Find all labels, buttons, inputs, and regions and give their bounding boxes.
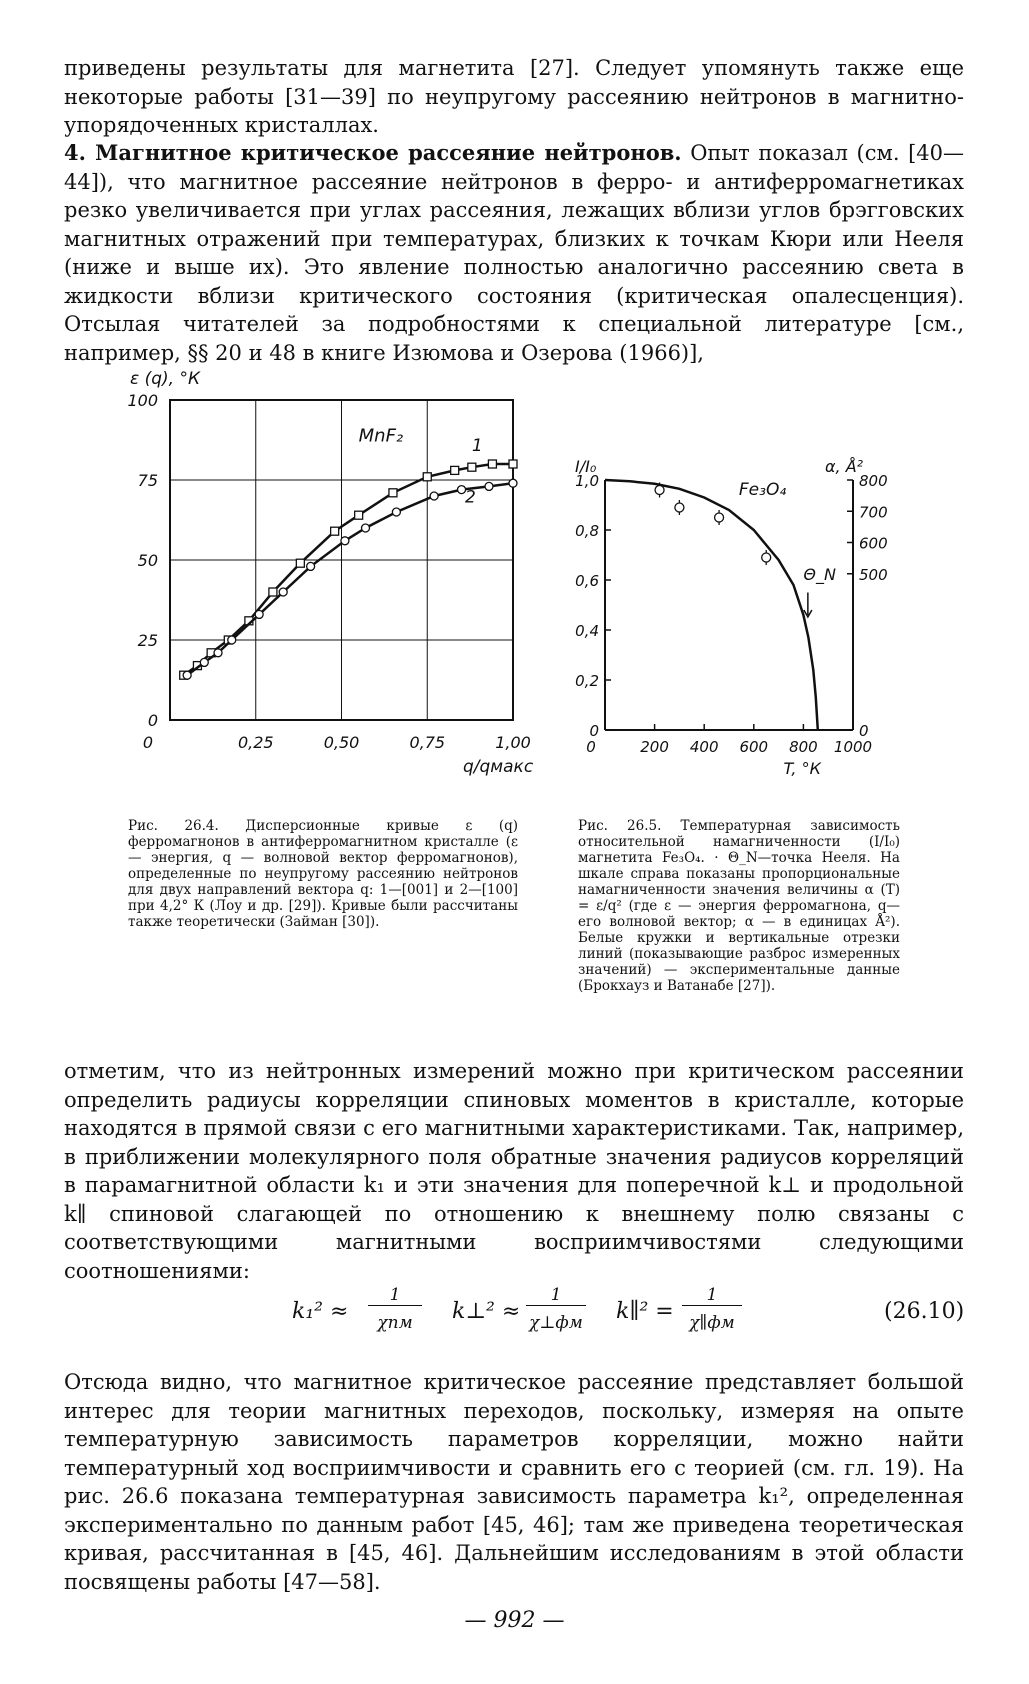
y-tick-label: 75 bbox=[137, 471, 158, 490]
data-point-square bbox=[296, 559, 304, 567]
y-tick-label: 0,6 bbox=[575, 572, 599, 590]
data-point-circle bbox=[214, 649, 222, 657]
formula-term2-den: χ⊥фм bbox=[529, 1313, 583, 1333]
data-point-circle bbox=[183, 671, 191, 679]
paragraph-1: приведены результаты для магнетита [27]. Следует упомянуть также еще некоторые работы [31—39] по неупругому рассеянию нейтронов в магнитно-упорядоченных кристаллах. bbox=[64, 56, 964, 137]
data-point-circle bbox=[762, 553, 771, 562]
x-origin-label: 0 bbox=[586, 738, 596, 756]
series-line-2 bbox=[187, 483, 513, 675]
figure-26-4 bbox=[100, 355, 540, 815]
chart-26-5 bbox=[560, 450, 900, 815]
neel-point-label: Θ_N bbox=[803, 565, 836, 584]
x-tick-label: 600 bbox=[739, 738, 769, 756]
y-tick-label: 0,8 bbox=[575, 522, 599, 540]
data-point-circle bbox=[430, 492, 438, 500]
data-point-circle bbox=[307, 562, 315, 570]
x-tick-label: 0,50 bbox=[323, 733, 360, 752]
formula-term2-num: 1 bbox=[526, 1285, 586, 1306]
y2-axis-label: α, Å² bbox=[825, 457, 864, 476]
section-heading: 4. Магнитное критическое рассеяние нейтронов. bbox=[64, 140, 682, 165]
series-label: 1 bbox=[471, 436, 483, 457]
y-axis-label: ε (q), °К bbox=[130, 369, 201, 389]
formula-term3-lhs: k∥² = bbox=[616, 1299, 674, 1324]
y-tick-label: 0 bbox=[147, 711, 158, 730]
x-origin-label: 0 bbox=[142, 733, 154, 752]
x-tick-label: 0,75 bbox=[409, 733, 446, 752]
series-label: 2 bbox=[464, 487, 476, 508]
data-point-square bbox=[331, 527, 339, 535]
data-point-square bbox=[468, 463, 476, 471]
formula-term3-den: χ∥фм bbox=[689, 1313, 735, 1333]
paragraph-3: отметим, что из нейтронных измерений можно при критическом рассеянии определить радиусы корреляции спиновых моментов в кристалле, которые находятся в прямой связи с его магнитными характеристиками. Так, например, в приближении молекулярного поля обратные значения радиусов корреляций в парамагнитной области k₁ и эти значения для поперечной k⊥ и продольной k∥ спиновой слагающей по отношению к внешнему полю связаны с соответствующими магнитными восприимчивостями следующими соотношениями: bbox=[64, 1059, 964, 1283]
material-label: MnF₂ bbox=[358, 425, 404, 447]
y-tick-label: 50 bbox=[137, 551, 158, 570]
y-tick-label: 0,4 bbox=[575, 622, 599, 640]
y-tick-label: 0 bbox=[589, 722, 599, 740]
equation-number: (26.10) bbox=[884, 1299, 965, 1324]
data-point-circle bbox=[485, 482, 493, 490]
y2-tick-label: 700 bbox=[859, 503, 888, 522]
y-tick-label: 0,2 bbox=[575, 672, 599, 690]
x-tick-label: 1,00 bbox=[495, 733, 531, 752]
page-number: — 992 — bbox=[464, 1608, 565, 1633]
y-tick-label: 100 bbox=[127, 391, 158, 410]
data-point-circle bbox=[509, 479, 517, 487]
paragraph-2-body: Опыт показал (см. [40—44]), что магнитное рассеяние нейтронов в ферро- и антиферромагнетиках резко увеличивается при углах рассеяния, лежащих вблизи углов брэгговских магнитных отражений при температурах, близких к точкам Кюри или Нееля (ниже и выше их). Это явление полностью аналогично рассеянию света в жидкости вблизи критического состояния (критическая опалесценция). Отсылая читателей за подробностями к специальной литературе [см., например, §§ 20 и 48 в книге Изюмова и Озерова (1966)], bbox=[64, 141, 964, 365]
x-axis-label: q/qмакс bbox=[463, 757, 534, 777]
data-point-square bbox=[389, 489, 397, 497]
y-tick-label: 25 bbox=[137, 631, 158, 650]
y2-tick-label: 0 bbox=[859, 722, 869, 740]
data-point-circle bbox=[675, 503, 684, 512]
material-label: Fe₃O₄ bbox=[738, 480, 787, 500]
formula-26-10 bbox=[0, 1285, 1029, 1349]
caption-26-4: Рис. 26.4. Дисперсионные кривые ε (q) ферромагнонов в антиферромагнитном кристалле (ε — энергия, q — волновой вектор ферромагнонов), определенные по неупругому рассеянию нейтронов для двух направлений вектора q: 1—[001] и 2—[100] при 4,2° К (Лоу и др. [29]). Кривые были рассчитаны также теоретически (Займан [30]). bbox=[128, 818, 518, 930]
formula-term3-num: 1 bbox=[682, 1285, 742, 1306]
x-tick-label: 200 bbox=[640, 738, 669, 756]
x-tick-label: 400 bbox=[689, 738, 719, 756]
formula-term1-lhs: k₁² ≈ bbox=[292, 1299, 349, 1324]
data-point-square bbox=[355, 511, 363, 519]
data-point-circle bbox=[341, 537, 349, 545]
data-point-circle bbox=[655, 486, 664, 495]
data-point-circle bbox=[200, 658, 208, 666]
data-point-square bbox=[423, 473, 431, 481]
x-tick-label: 800 bbox=[789, 738, 818, 756]
y2-tick-label: 800 bbox=[859, 472, 888, 490]
data-point-square bbox=[488, 460, 496, 468]
formula-term1-den: χпм bbox=[377, 1313, 413, 1333]
x-tick-label: 1000 bbox=[833, 738, 873, 756]
paragraph-4: Отсюда видно, что магнитное критическое рассеяние представляет большой интерес для теории магнитных переходов, поскольку, измеряя на опыте температурную зависимость параметров корреляции, можно найти температурный ход восприимчивости и сравнить его с теорией (см. гл. 19). На рис. 26.6 показана температурная зависимость параметра k₁², определенная экспериментально по данным работ [45, 46]; там же приведена теоретическая кривая, рассчитанная в [45, 46]. Дальнейшим исследованиям в этой области посвящены работы [47—58]. bbox=[64, 1370, 964, 1594]
formula-term2-lhs: k⊥² ≈ bbox=[452, 1299, 521, 1324]
chart-26-4 bbox=[100, 355, 540, 815]
data-point-square bbox=[451, 466, 459, 474]
theory-curve bbox=[605, 480, 818, 730]
data-point-circle bbox=[715, 513, 724, 522]
x-tick-label: 0,25 bbox=[237, 733, 274, 752]
y2-tick-label: 500 bbox=[859, 565, 888, 584]
data-point-circle bbox=[362, 524, 370, 532]
data-point-square bbox=[269, 588, 277, 596]
y-axis-label: I/I₀ bbox=[575, 457, 597, 476]
data-point-square bbox=[509, 460, 517, 468]
y-tick-label: 1,0 bbox=[575, 472, 599, 490]
y2-tick-label: 600 bbox=[859, 534, 888, 553]
data-point-circle bbox=[392, 508, 400, 516]
paragraph-2 bbox=[64, 139, 964, 367]
data-point-circle bbox=[228, 636, 236, 644]
figure-26-5 bbox=[560, 450, 900, 815]
data-point-circle bbox=[279, 588, 287, 596]
data-point-circle bbox=[255, 610, 263, 618]
caption-26-5: Рис. 26.5. Температурная зависимость относительной намагниченности (I/I₀) магнетита Fe₃O₄. · Θ_N—точка Нееля. На шкале справа показаны пропорциональные намагниченности значения величины α (T) = ε/q² (где ε — энергия ферромагнона, q—его волновой вектор; α — в единицах Å²). Белые кружки и вертикальные отрезки линий (показывающие разброс измеренных значений) — экспериментальные данные (Брокхауз и Ватанабе [27]). bbox=[578, 818, 900, 994]
x-axis-label: T, °К bbox=[783, 759, 821, 778]
formula-term1-num: 1 bbox=[368, 1285, 422, 1306]
